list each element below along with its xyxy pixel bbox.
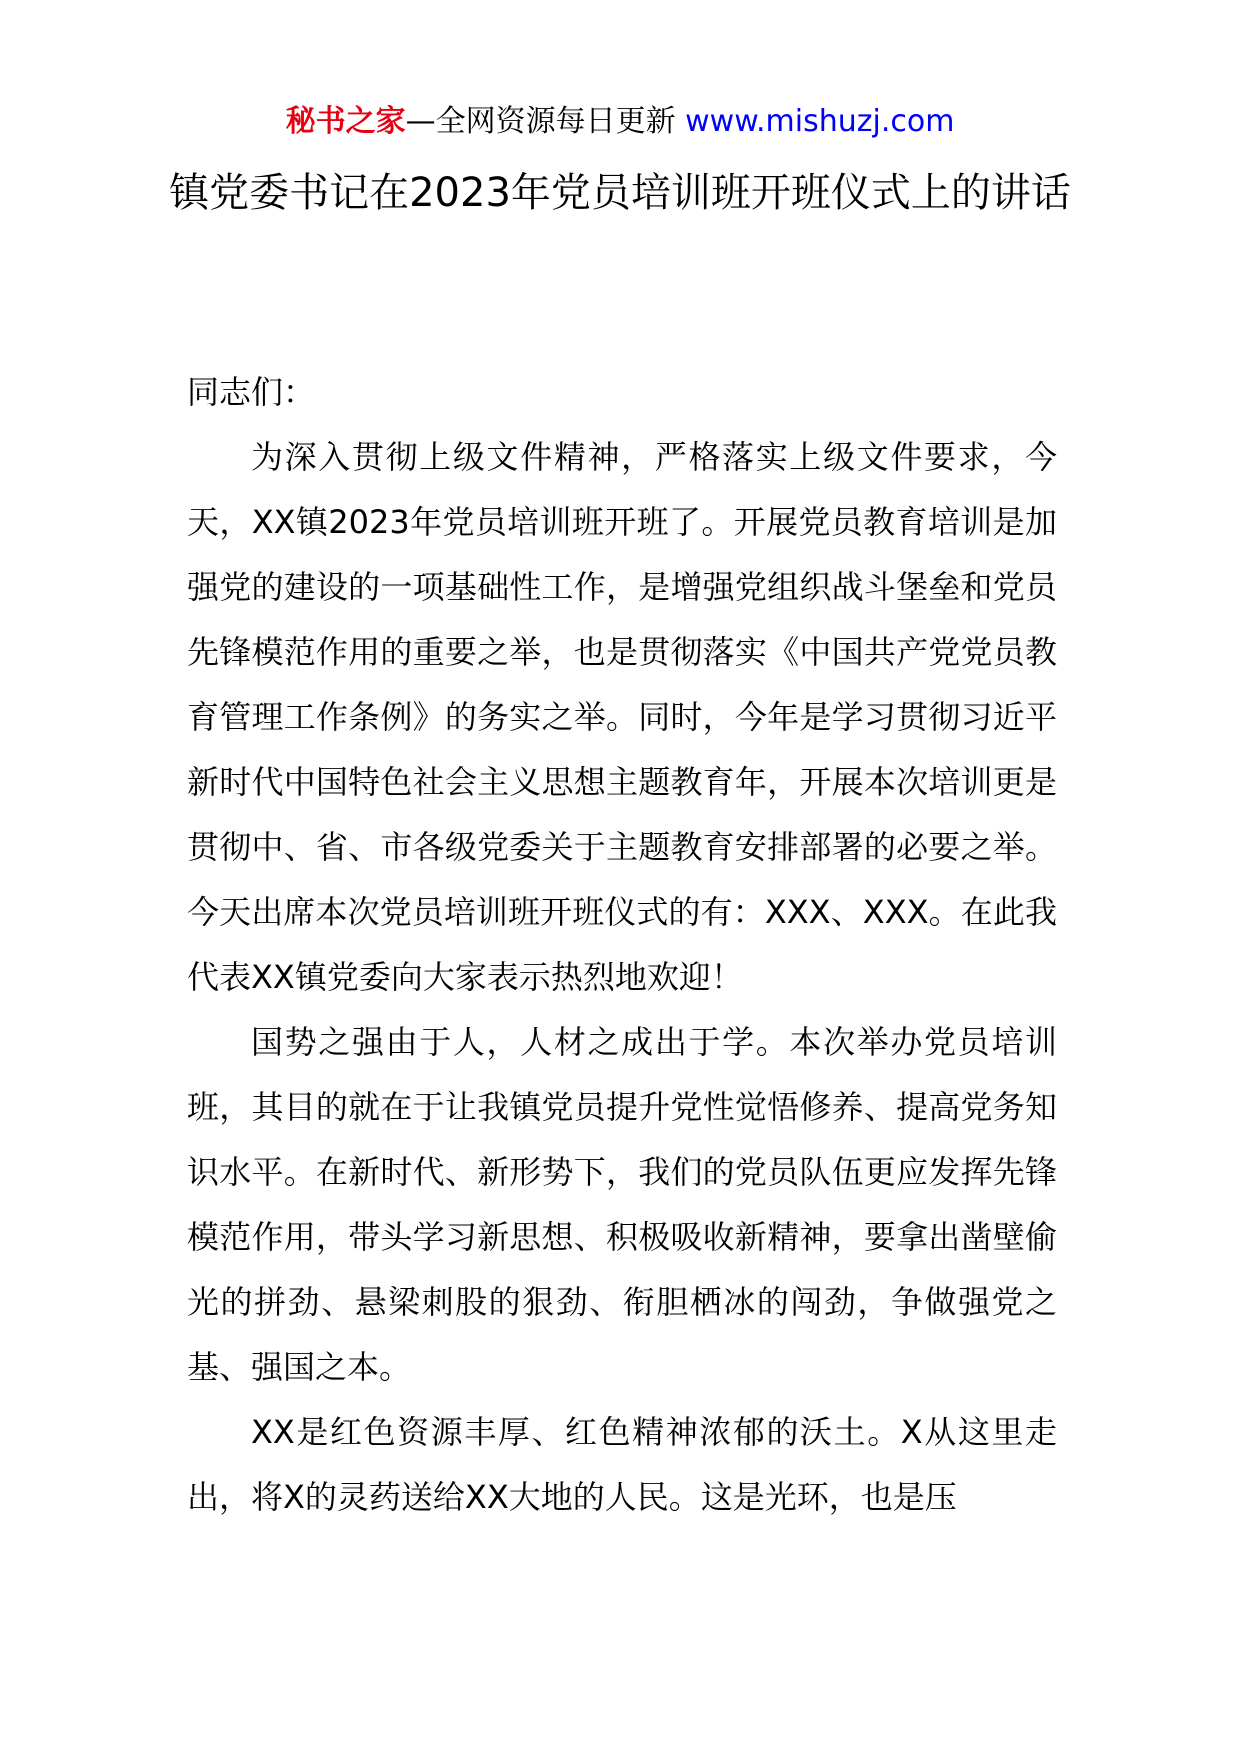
site-header xyxy=(0,100,1240,144)
paragraph: 为深入贯彻上级文件精神，严格落实上级文件要求，今天，XX镇2023年党员培训班开班了。开展党员教育培训是加强党的建设的一项基础性工作，是增强党组织战斗堡垒和党员先锋模范作用的重要之举，也是贯彻落实《中国共产党党员教育管理工作条例》的务实之举。同时，今年是学习贯彻习近平新时代中国特色社会主义思想主题教育年，开展本次培训更是贯彻中、省、市各级党委关于主题教育安排部署的必要之举。今天出席本次党员培训班开班仪式的有：XXX、XXX。在此我代表XX镇党委向大家表示热烈地欢迎！ xyxy=(187,438,1057,996)
site-brand: 秘书之家 xyxy=(285,104,406,139)
paragraph: XX是红色资源丰厚、红色精神浓郁的沃土。X从这里走出，将X的灵药送给XX大地的人民。这是光环，也是压 xyxy=(187,1413,1057,1516)
site-tagline: —全网资源每日更新 xyxy=(405,104,676,139)
site-url-link[interactable]: www.mishuzj.com xyxy=(685,104,955,139)
paragraph: 国势之强由于人，人材之成出于学。本次举办党员培训班，其目的就在于让我镇党员提升党性觉悟修养、提高党务知识水平。在新时代、新形势下，我们的党员队伍更应发挥先锋模范作用，带头学习新思想、积极吸收新精神，要拿出凿壁偷光的拼劲、悬梁刺股的狠劲、衔胆栖冰的闯劲，争做强党之基、强国之本。 xyxy=(187,1023,1057,1386)
document-title: 镇党委书记在2023年党员培训班开班仪式上的讲话 xyxy=(169,170,1071,216)
document-body xyxy=(187,360,1057,1530)
salutation: 同志们： xyxy=(187,373,316,411)
